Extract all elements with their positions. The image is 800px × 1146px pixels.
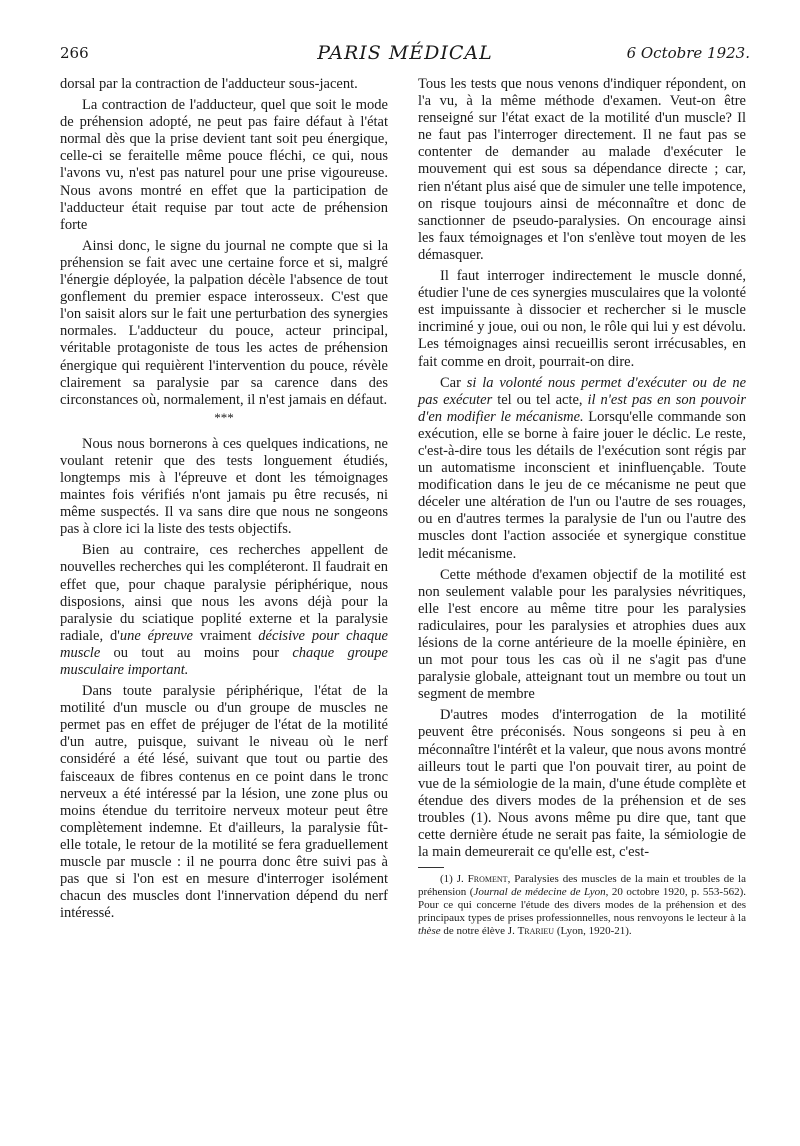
emphasis: thèse — [418, 925, 441, 938]
emphasis: si la volonté nous permet d'exécuter ou de ne pas exécuter — [418, 374, 746, 408]
emphasis: décisive pour chaque muscle — [60, 627, 388, 661]
journal-title: PARIS MÉDICAL — [317, 42, 493, 64]
paragraph: Nous nous bornerons à ces quelques indications, ne voulant retenir que des tests longuement étudiés, longtemps mis à l'épreuve et dont les témoignages maintes fois vérifiés n'ont jamais pu être recusés, ni même suspectés. Il va sans dire que nous ne songeons pas à clore ici la liste des tests objectifs. — [60, 435, 388, 538]
paragraph — [60, 542, 388, 679]
emphasis: il n'est pas en son pouvoir d'en modifier le mécanisme. — [418, 391, 746, 425]
text-run: Car — [440, 374, 467, 391]
text-run: (1) J. — [440, 873, 468, 886]
left-column — [60, 76, 388, 926]
footnote-rule — [418, 867, 444, 868]
text-run: Bien au contraire, ces recherches appellent de nouvelles recherches qui les compléteront. Il faudrait en effet que, pour chaque paralysie périphérique, nous disposions, ainsi que nous les avons déjà pour la paralysie du sciatique poplité externe et la paralysie radiale, d' — [60, 542, 388, 644]
paragraph: Ainsi donc, le signe du journal ne compte que si la préhension se fait avec une certaine force et si, malgré l'énergie déployée, la palpation décèle l'absence de tout gonflement du premier espace interosseux. C'est que l'on saisit alors sur le fait une perturbation des synergies normales. L'adducteur du pouce, acteur principal, véritable protagoniste de tous les actes de préhension énergique qui requièrent l'intervention du pouce, révèle clairement sa paralysie par sa carence dans des circonstances où, normalement, il n'est jamais en défaut. — [60, 237, 388, 408]
paragraph: Cette méthode d'examen objectif de la motilité est non seulement valable pour les paralysies névritiques, elle l'est encore au même titre pour les paralysies radiculaires, pour les paralysies et atrophies dues aux lésions de la corne antérieure de la moelle épinière, en un mot pour tous les cas où il ne s'agit pas d'une paralysie globale, atteignant tout un membre ou tout un segment de membre — [418, 566, 746, 703]
text-run: , Paralysies des muscles de la main et troubles de la préhension ( — [418, 873, 747, 899]
text-run: ou tout au moins pour — [100, 644, 293, 661]
text-run: Lorsqu'elle commande son exécution, elle se borne à faire jouer le déclic. Le reste, c'est-à-dire tous les détails de l'exécution sont régis par un automatisme inconscient et ininfluençable. Toute modification dans le jeu de ce mécanisme ne peut que déceler une altération de l'un ou l'autre de ses rouages, ou en d'autres termes la paralysie de l'un ou l'autre des muscles dont l'action associée et synergique constitue ledit mécanisme. — [418, 408, 746, 562]
paragraph: Dans toute paralysie périphérique, l'état de la motilité d'un muscle ou d'un groupe de muscles ne permet pas en effet de préjuger de l'état de la motilité d'un autre, puisque, suivant le niveau où le nerf considéré a été lésé, suivant que tout ou partie des faisceaux de fibres contenus en ce point dans le tronc nerveux a été intéressé par la lésion, une zone plus ou moins étendue du territoire nerveux moteur peut être complètement indemne. Et d'ailleurs, la paralysie fût-elle totale, le retour de la motilité se fera graduellement muscle par muscle : il ne pourra donc être suivi pas à pas que si l'on est en mesure d'interroger isolément chacun des muscles dont l'innervation dépend du nerf intéressé. — [60, 683, 388, 922]
emphasis: chaque groupe musculaire important. — [60, 644, 388, 678]
paragraph: Il faut interroger indirectement le muscle donné, étudier l'une de ces synergies musculaires que la volonté est impuissante à dissocier et rechercher si le muscle incriminé y joue, oui ou non, le rôle qui lui y est dévolu. Les témoignages ainsi recueillis seront irrécusables, en fait comme en droit, pourrait-on dire. — [418, 268, 746, 370]
text-run: vraiment — [192, 627, 259, 644]
author-name: Froment — [467, 873, 508, 886]
paragraph: Tous les tests que nous venons d'indiquer répondent, on l'a vu, à la même méthode d'examen. Veut-on être renseigné sur l'état exact de la motilité d'un muscle? Il ne faut pas l'interroger directement. Il ne faut pas se contenter de demander au malade d'exécuter le mouvement qui est sous sa dépendance directe ; car, rien n'étant plus aisé que de simuler une telle impotence, on risque toujours ainsi de méconnaître et donc de sanctionner de pseudo-paralysies. On encourage ainsi les faux témoignages et l'on s'enlève tout moyen de les démasquer. — [418, 76, 746, 263]
text-run: (Lyon, 1920-21). — [554, 925, 632, 938]
paragraph: La contraction de l'adducteur, quel que soit le mode de préhension adopté, ne peut pas faire défaut à l'état normal dès que la prise devient tant soit peu énergique, celle-ci se feraitelle même pouce fléchi, ce qui, nous l'avons vu, n'est pas naturel pour une prise vigoureuse. Nous avons montré en effet que la participation de l'adducteur était requise par tout acte de préhension forte — [60, 97, 388, 233]
paragraph: D'autres modes d'interrogation de la motilité peuvent être préconisés. Nous songeons si peu à en méconnaître l'intérêt et la valeur, que nous avons montré ailleurs tout le parti que l'on pouvait tirer, au point de vue de la sémiologie de la main, d'une étude complète et étendue des divers modes de la préhension et de ses troubles (1). Nous avons même pu dire que, tant que cette dernière étude ne serait pas faite, la sémiologie de la main demeurerait ce qu'elle est, c'est- — [418, 707, 746, 861]
issue-date: 6 Octobre 1923. — [626, 44, 750, 62]
text-run: tel ou tel acte, — [492, 391, 588, 408]
journal-name: Journal de médecine de Lyon — [473, 886, 606, 899]
text-run: de notre élève J. — [440, 925, 518, 938]
running-header — [60, 44, 750, 68]
page-number: 266 — [60, 44, 89, 62]
paragraph — [418, 375, 746, 563]
text-run: , 20 octobre 1920, p. 553-562). Pour ce qui concerne l'étude des divers modes de la préhension et des principaux types de prises professionnelles, nous renvoyons le lecteur à la — [418, 886, 746, 925]
section-separator: *** — [214, 409, 234, 425]
paragraph: dorsal par la contraction de l'adducteur sous-jacent. — [60, 76, 358, 92]
emphasis: une épreuve — [119, 627, 193, 644]
right-column — [418, 76, 746, 942]
footnote — [418, 873, 746, 938]
author-name: Trarieu — [517, 925, 555, 938]
